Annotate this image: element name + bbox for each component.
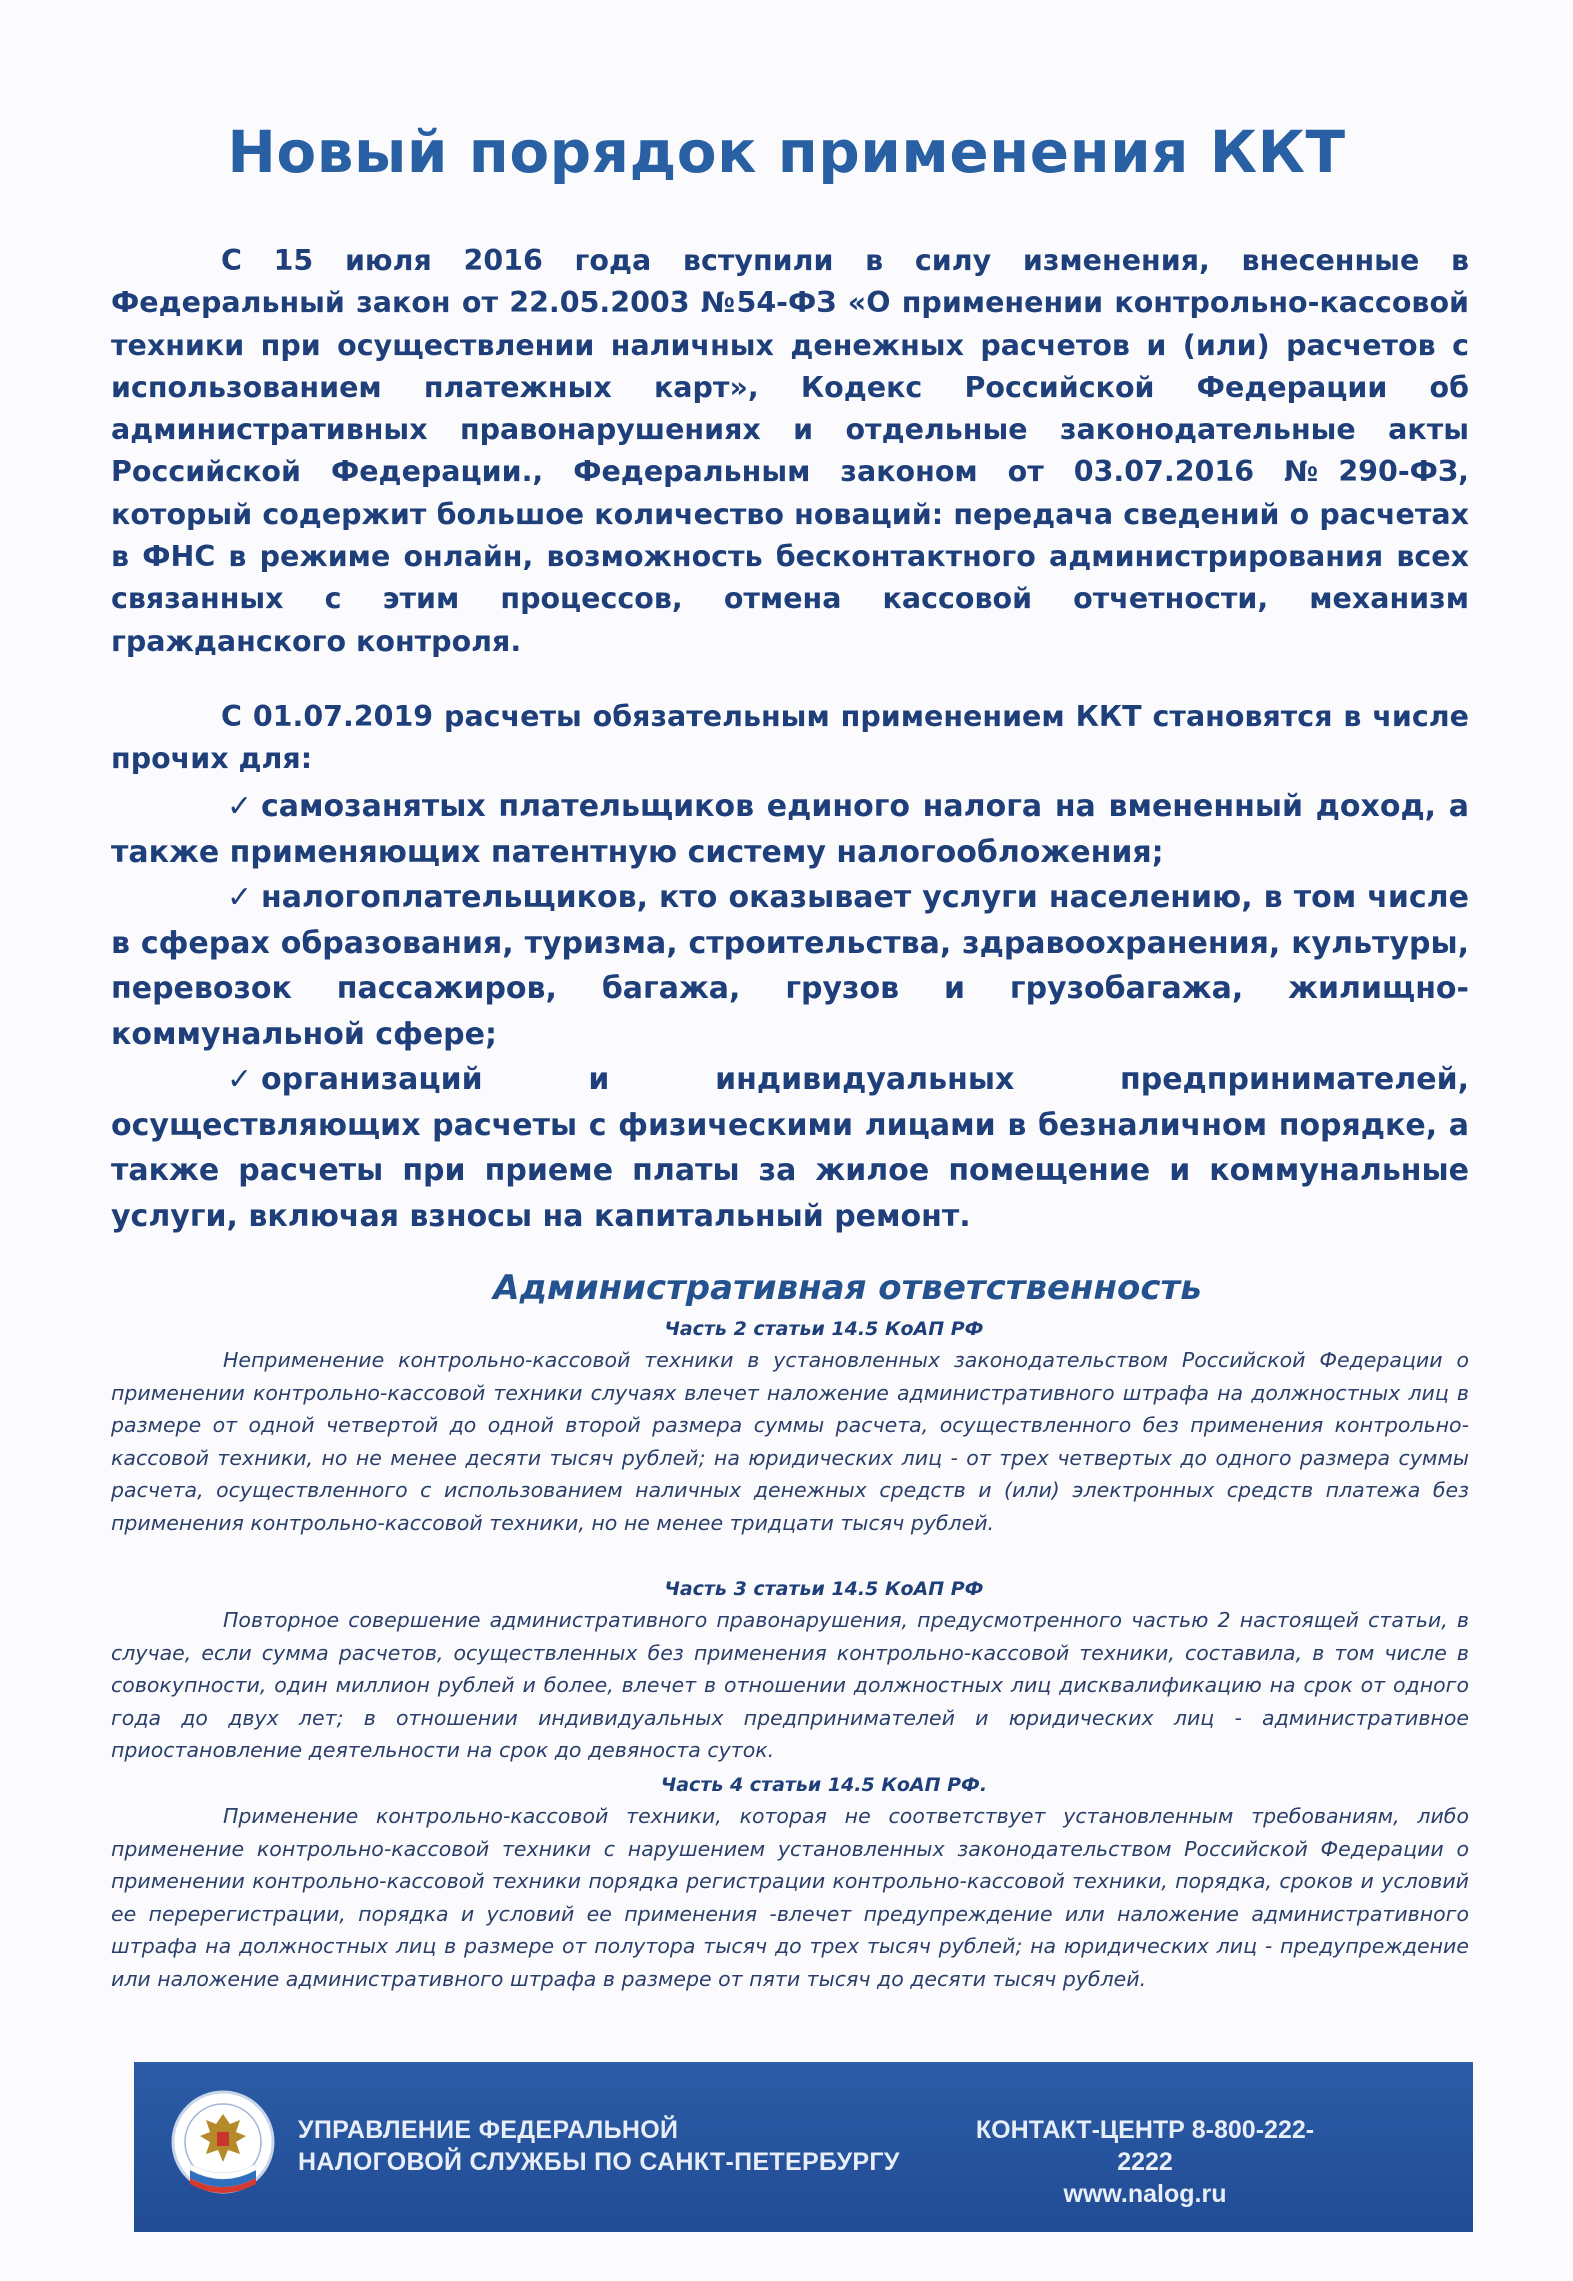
- obligation-list: [111, 784, 1469, 1239]
- law-heading: Часть 2 статьи 14.5 КоАП РФ: [664, 1318, 984, 1340]
- law-text-body: Повторное совершение административного правонарушения, предусмотренного частью 2 настоящей статьи, в случае, если сумма расчетов, осуществленных без применения контрольно-кассовой техники, составила, в том числе в совокупности, один миллион рублей и более, влечет в отношении должностных лиц дисквалификацию на срок от одного года до двух лет; в отношении индивидуальных предпринимателей и юридических лиц - административное приостановление деятельности на срок до девяноста суток.: [111, 1608, 1469, 1763]
- list-item: [111, 784, 1469, 875]
- law-text: [111, 1344, 1469, 1540]
- org-name-line1: УПРАВЛЕНИЕ ФЕДЕРАЛЬНОЙ: [298, 2116, 679, 2144]
- intro-paragraph: [111, 240, 1469, 663]
- law-section: [111, 1770, 1469, 1996]
- law-section: [111, 1574, 1469, 1767]
- checkmark-icon: ✓: [227, 789, 253, 824]
- law-text-body: Неприменение контрольно-кассовой техники в установленных законодательством Российской Федерации о применении контрольно-кассовой техники случаях влечет наложение административного штрафа на должностных лиц в размере от одной четвертой до одной второй размера суммы расчета, осуществленного без применения контрольно-кассовой техники, но не менее десяти тысяч рублей; на юридических лиц - от трех четвертых до одного размера суммы расчета, осуществленного с использованием наличных денежных средств и (или) электронных средств платежа без применения контрольно-кассовой техники, но не менее тридцати тысяч рублей.: [111, 1348, 1469, 1535]
- footer-banner: [134, 2062, 1473, 2232]
- org-name-line2: НАЛОГОВОЙ СЛУЖБЫ ПО САНКТ-ПЕТЕРБУРГУ: [298, 2148, 900, 2176]
- liability-title: Административная ответственность: [493, 1268, 1202, 1308]
- list-item: [111, 1057, 1469, 1239]
- checkmark-icon: ✓: [227, 1062, 253, 1097]
- law-section: [111, 1314, 1469, 1540]
- law-text: [111, 1800, 1469, 1996]
- law-text: [111, 1604, 1469, 1767]
- website-link[interactable]: www.nalog.ru: [1063, 2180, 1227, 2208]
- org-name: [298, 2114, 900, 2178]
- list-item: [111, 875, 1469, 1057]
- list-item-text: налогоплательщиков, кто оказывает услуги населению, в том числе в сферах образования, туризма, строительства, здравоохранения, культуры, перевозок пассажиров, багажа, грузов и грузобагажа, жилищно-коммунальной сфере;: [111, 880, 1469, 1052]
- list-item-text: организаций и индивидуальных предпринимателей, осуществляющих расчеты с физическими лицами в безналичном порядке, а также расчеты при приеме платы за жилое помещение и коммунальные услуги, включая взносы на капитальный ремонт.: [111, 1062, 1469, 1234]
- from-2019-text: С 01.07.2019 расчеты обязательным применением ККТ становятся в числе прочих для:: [111, 700, 1469, 776]
- contact-center-phone: КОНТАКТ-ЦЕНТР 8-800-222-2222: [975, 2116, 1315, 2176]
- contact-info: [960, 2114, 1330, 2210]
- law-text-body: Применение контрольно-кассовой техники, которая не соответствует установленным требованиям, либо применение контрольно-кассовой техники с нарушением установленных законодательством Российской Федерации о применении контрольно-кассовой техники порядка регистрации контрольно-кассовой техники, порядка, сроков и условий ее перерегистрации, порядка и условий ее применения -влечет предупреждение или наложение административного штрафа на должностных лиц в размере от полутора тысяч до трех тысяч рублей; на юридических лиц - предупреждение или наложение административного штрафа в размере от пяти тысяч до десяти тысяч рублей.: [111, 1804, 1469, 1991]
- page-title: Новый порядок применения ККТ: [227, 118, 1346, 186]
- from-2019-paragraph: [111, 696, 1469, 781]
- list-item-text: самозанятых плательщиков единого налога на вмененный доход, а также применяющих патентную систему налогообложения;: [111, 789, 1469, 870]
- law-heading: Часть 3 статьи 14.5 КоАП РФ: [664, 1578, 984, 1600]
- law-heading: Часть 4 статьи 14.5 КоАП РФ.: [660, 1774, 988, 1796]
- checkmark-icon: ✓: [227, 880, 253, 915]
- intro-text: С 15 июля 2016 года вступили в силу изменения, внесенные в Федеральный закон от 22.05.2003 №54-ФЗ «О применении контрольно-кассовой техники при осуществлении наличных денежных расчетов и (или) расчетов с использованием платежных карт», Кодекс Российской Федерации об административных правонарушениях и отдельные законодательные акты Российской Федерации., Федеральным законом от 03.07.2016 №290-ФЗ, который содержит большое количество новаций: передача сведений о расчетах в ФНС в режиме онлайн, возможность бесконтактного администрирования всех связанных с этим процессов, отмена кассовой отчетности, механизм гражданского контроля.: [111, 244, 1469, 658]
- fns-emblem-icon: [168, 2084, 278, 2204]
